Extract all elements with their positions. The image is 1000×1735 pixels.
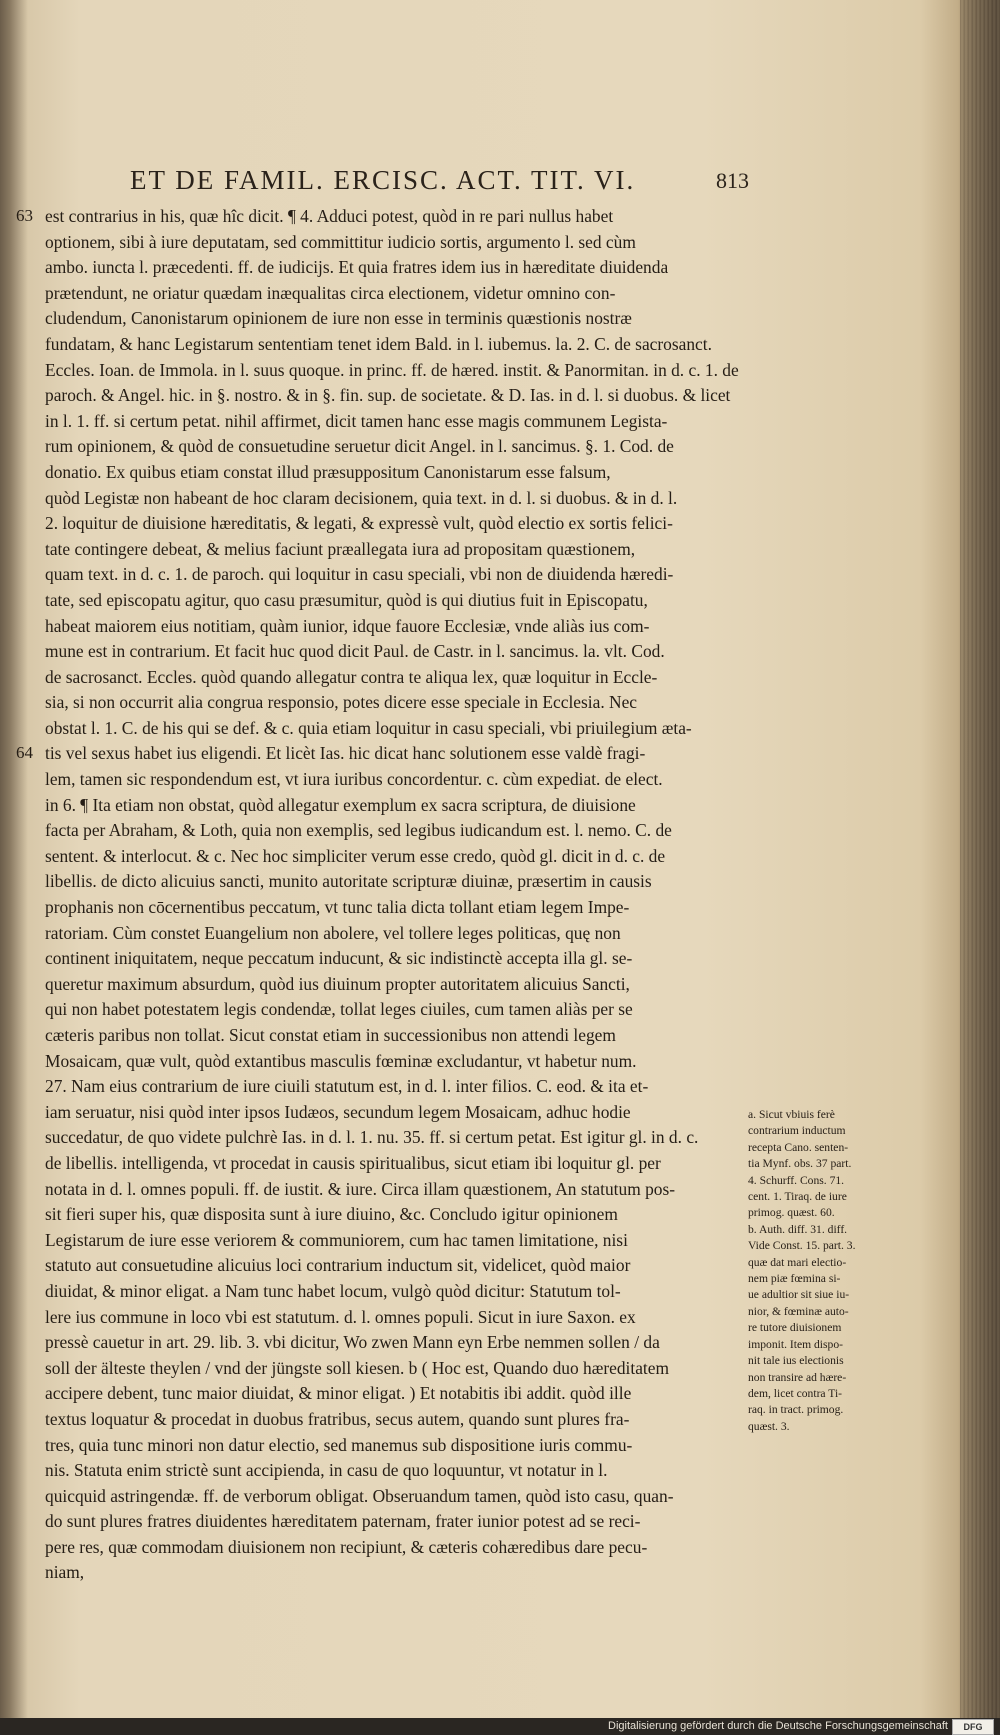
dfg-logo: DFG <box>952 1719 994 1735</box>
text-line: libellis. de dicto alicuius sancti, munito autoritate scripturæ diuinæ, præsertim in causis <box>45 871 652 892</box>
text-line: de libellis. intelligenda, vt procedat in causis spiritualibus, sicut etiam ibi loquitur gl. per <box>45 1152 661 1173</box>
text-line: Legistarum de iure esse veriorem & communiorem, cum hac tamen limitatione, nisi <box>45 1229 628 1250</box>
text-line: donatio. Ex quibus etiam constat illud præsuppositum Canonistarum esse falsum, <box>45 461 611 482</box>
text-line: tres, quia tunc minori non datur electio, sed manemus sub dispositione iuris commu- <box>45 1434 633 1455</box>
text-line: obstat l. 1. C. de his qui se def. & c. quia etiam loquitur in casu speciali, vbi priuilegium æta- <box>45 717 692 738</box>
side-note-line: Vide Const. 15. part. 3. <box>748 1239 856 1253</box>
side-note-line: a. Sicut vbiuis ferè <box>748 1108 835 1121</box>
text-line: est contrarius in his, quæ hîc dicit. ¶ 4. Adduci potest, quòd in re pari nullus habet <box>45 206 614 226</box>
text-line: succedatur, de quo videte pulchrè Ias. in d. l. 1. nu. 35. ff. si certum petat. Est igitur gl. in d. c. <box>45 1127 699 1148</box>
text-line: accipere debent, tunc maior diuidat, & minor eligat. ) Et notabitis ibi addit. quòd ille <box>45 1383 632 1404</box>
text-line: optionem, sibi à iure deputatam, sed committitur iudicio sortis, argumento l. sed cùm <box>45 231 636 252</box>
text-line: facta per Abraham, & Loth, quia non exemplis, sed legibus iudicandum est. l. nemo. C. de <box>45 820 672 841</box>
text-line: paroch. & Angel. hic. in §. nostro. & in §. fin. sup. de societate. & D. Ias. in d. l. si duobus. & licet <box>45 385 731 406</box>
text-line: qui non habet potestatem legis condendæ, tollat leges ciuiles, cum tamen aliàs per se <box>45 999 633 1020</box>
text-line: fundatam, & hanc Legistarum sententiam tenet idem Bald. in l. iubemus. la. 2. C. de sacrosanct. <box>45 333 712 354</box>
text-line: rum opinionem, & quòd de consuetudine seruetur dicit Angel. in l. sancimus. §. 1. Cod. de <box>45 436 674 457</box>
side-note-line: tia Mynf. obs. 37 part. <box>748 1157 852 1171</box>
text-line: tate, sed episcopatu agitur, quo casu præsumitur, quòd is qui diutius fuit in Episcopatu, <box>45 589 648 610</box>
side-note-line: nem piæ fœmina si- <box>748 1272 841 1286</box>
side-note-line: dem, licet contra Ti- <box>748 1386 843 1400</box>
text-line: cludendum, Canonistarum opinionem de iure non esse in terminis quæstionis nostræ <box>45 308 632 329</box>
text-line: notata in d. l. omnes populi. ff. de iustit. & iure. Circa illam quæstionem, An statutum pos- <box>45 1178 676 1199</box>
digitization-credit: Digitalisierung gefördert durch die Deutsche Forschungsgemeinschaft <box>608 1720 948 1732</box>
side-note-line: quæ dat mari electio- <box>748 1255 847 1269</box>
side-note-line: 4. Schurff. Cons. 71. <box>748 1173 845 1187</box>
text-line: quicquid astringendæ. ff. de verborum obligat. Obseruandum tamen, quòd isto casu, quan- <box>45 1485 674 1506</box>
text-line: habeat maiorem eius notitiam, quàm iunior, idque fauore Ecclesiæ, vnde aliàs ius com- <box>45 615 650 636</box>
side-note-line: quæst. 3. <box>748 1419 790 1433</box>
side-note-line: ue adultior sit siue iu- <box>748 1288 850 1302</box>
text-line: iam seruatur, nisi quòd inter ipsos Iudæos, secundum legem Mosaicam, adhuc hodie <box>45 1101 631 1122</box>
text-line: tis vel sexus habet ius eligendi. Et licèt Ias. hic dicat hanc solutionem esse valdè fragi- <box>45 743 646 764</box>
text-line: de sacrosanct. Eccles. quòd quando allegatur contra te aliqua lex, quæ loquitur in Eccle- <box>45 666 658 687</box>
text-line: lere ius commune in loco vbi est statutum. d. l. omnes populi. Sicut in iure Saxon. ex <box>45 1306 636 1327</box>
running-title: ET DE FAMIL. ERCISC. ACT. TIT. VI. <box>130 165 636 195</box>
text-line: sit fieri super his, quæ disposita sunt à iure diuino, &c. Concludo igitur opinionem <box>45 1204 618 1225</box>
page-number: 813 <box>716 168 749 193</box>
text-line: in 6. ¶ Ita etiam non obstat, quòd allegatur exemplum ex sacra scriptura, de diuisione <box>45 794 636 815</box>
text-line: do sunt plures fratres diuidentes hæreditatem paternam, frater iunior potest ad se reci- <box>45 1511 641 1532</box>
side-note-line: re tutore diuisionem <box>748 1321 842 1335</box>
side-note-line: contrarium inductum <box>748 1124 846 1138</box>
text-line: 2. loquitur de diuisione hæreditatis, & legati, & expressè vult, quòd electio ex sortis felici- <box>45 513 673 534</box>
main-text-column <box>45 204 757 1586</box>
text-line: in l. 1. ff. si certum petat. nihil affirmet, dicit tamen hanc esse magis communem Legista- <box>45 410 668 431</box>
text-line: continent iniquitatem, neque peccatum inducunt, & sic indistinctè accepta illa gl. se- <box>45 948 633 969</box>
text-line: quòd Legistæ non habeant de hoc claram decisionem, quia text. in d. l. si duobus. & in d. l. <box>45 487 678 508</box>
side-note-line: raq. in tract. primog. <box>748 1403 844 1417</box>
text-line: prætendunt, ne oriatur quædam inæqualitas circa electionem, videtur omnino con- <box>45 282 616 303</box>
side-note-line: cent. 1. Tiraq. de iure <box>748 1190 847 1204</box>
side-note-line: b. Auth. diff. 31. diff. <box>748 1222 848 1236</box>
text-line: textus loquatur & procedat in duobus fratribus, secus autem, quando sunt plures fra- <box>45 1408 630 1429</box>
side-notes-column <box>748 1107 904 1435</box>
text-line: 27. Nam eius contrarium de iure ciuili statutum est, in d. l. inter filios. C. eod. & ita et- <box>45 1076 649 1097</box>
text-line: Mosaicam, quæ vult, quòd extantibus masculis fœminæ excludantur, vt habetur num. <box>45 1050 637 1071</box>
text-line: nis. Statuta enim strictè sunt accipienda, in casu de quo loquuntur, vt notatur in l. <box>45 1460 608 1481</box>
text-line: ambo. iuncta l. præcedenti. ff. de iudicijs. Et quia fratres idem ius in hæreditate diuidenda <box>45 257 669 278</box>
margin-number: 64 <box>16 743 33 762</box>
text-line: statuto aut consuetudine alicuius loci contrarium inductum sit, videlicet, quòd maior <box>45 1255 631 1276</box>
margin-number: 63 <box>16 206 33 225</box>
text-line: soll der älteste theylen / vnd der jüngste soll kiesen. b ( Hoc est, Quando duo hæreditatem <box>45 1357 669 1378</box>
text-line: Eccles. Ioan. de Immola. in l. suus quoque. in princ. ff. de hæred. instit. & Panormitan. in d. c. 1. de <box>45 359 739 380</box>
text-line: lem, tamen sic respondendum est, vt iura iuribus concordentur. c. cùm expediat. de elect. <box>45 769 663 790</box>
text-line: pere res, quæ commodam diuisionem non recipiunt, & cæteris cohæredibus dare pecu- <box>45 1536 648 1557</box>
text-line: mune est in contrarium. Et facit huc quod dicit Paul. de Castr. in l. sancimus. la. vlt. Cod. <box>45 641 665 662</box>
side-note-line: recepta Cano. senten- <box>748 1140 849 1154</box>
text-line: sentent. & interlocut. & c. Nec hoc simpliciter verum esse credo, quòd gl. dicit in d. c. de <box>45 845 666 866</box>
side-note-line: non transire ad hære- <box>748 1370 847 1384</box>
text-line: diuidat, & minor eligat. a Nam tunc habet locum, vulgò quòd dicitur: Statutum tol- <box>45 1280 621 1301</box>
side-note-line: imponit. Item dispo- <box>748 1337 843 1351</box>
text-line: pressè cauetur in art. 29. lib. 3. vbi dicitur, Wo zwen Mann eyn Erbe nemmen sollen / da <box>45 1332 660 1353</box>
text-line: queretur maximum absurdum, quòd ius diuinum propter autoritatem alicuius Sancti, <box>45 973 630 994</box>
text-line: prophanis non cōcernentibus peccatum, vt tunc talia dicta tollant etiam legem Impe- <box>45 897 630 918</box>
text-line: niam, <box>45 1562 85 1583</box>
side-note-line: nior, & fœminæ auto- <box>748 1304 849 1318</box>
text-line: cæteris paribus non tollat. Sicut constat etiam in successionibus non attendi legem <box>45 1025 616 1045</box>
text-line: sia, si non occurrit alia congrua responsio, potes dicere esse speciale in Ecclesia. Nec <box>45 692 638 713</box>
text-line: tate contingere debeat, & melius faciunt præallegata iura ad propositam quæstionem, <box>45 538 636 559</box>
text-line: ratoriam. Cùm constet Euangelium non abolere, vel tollere leges politicas, quę non <box>45 922 621 943</box>
text-line: quam text. in d. c. 1. de paroch. qui loquitur in casu speciali, vbi non de diuidenda hæredi- <box>45 564 674 585</box>
side-note-line: nit tale ius electionis <box>748 1354 844 1368</box>
book-page-edges <box>960 0 1000 1734</box>
side-note-line: primog. quæst. 60. <box>748 1206 835 1220</box>
